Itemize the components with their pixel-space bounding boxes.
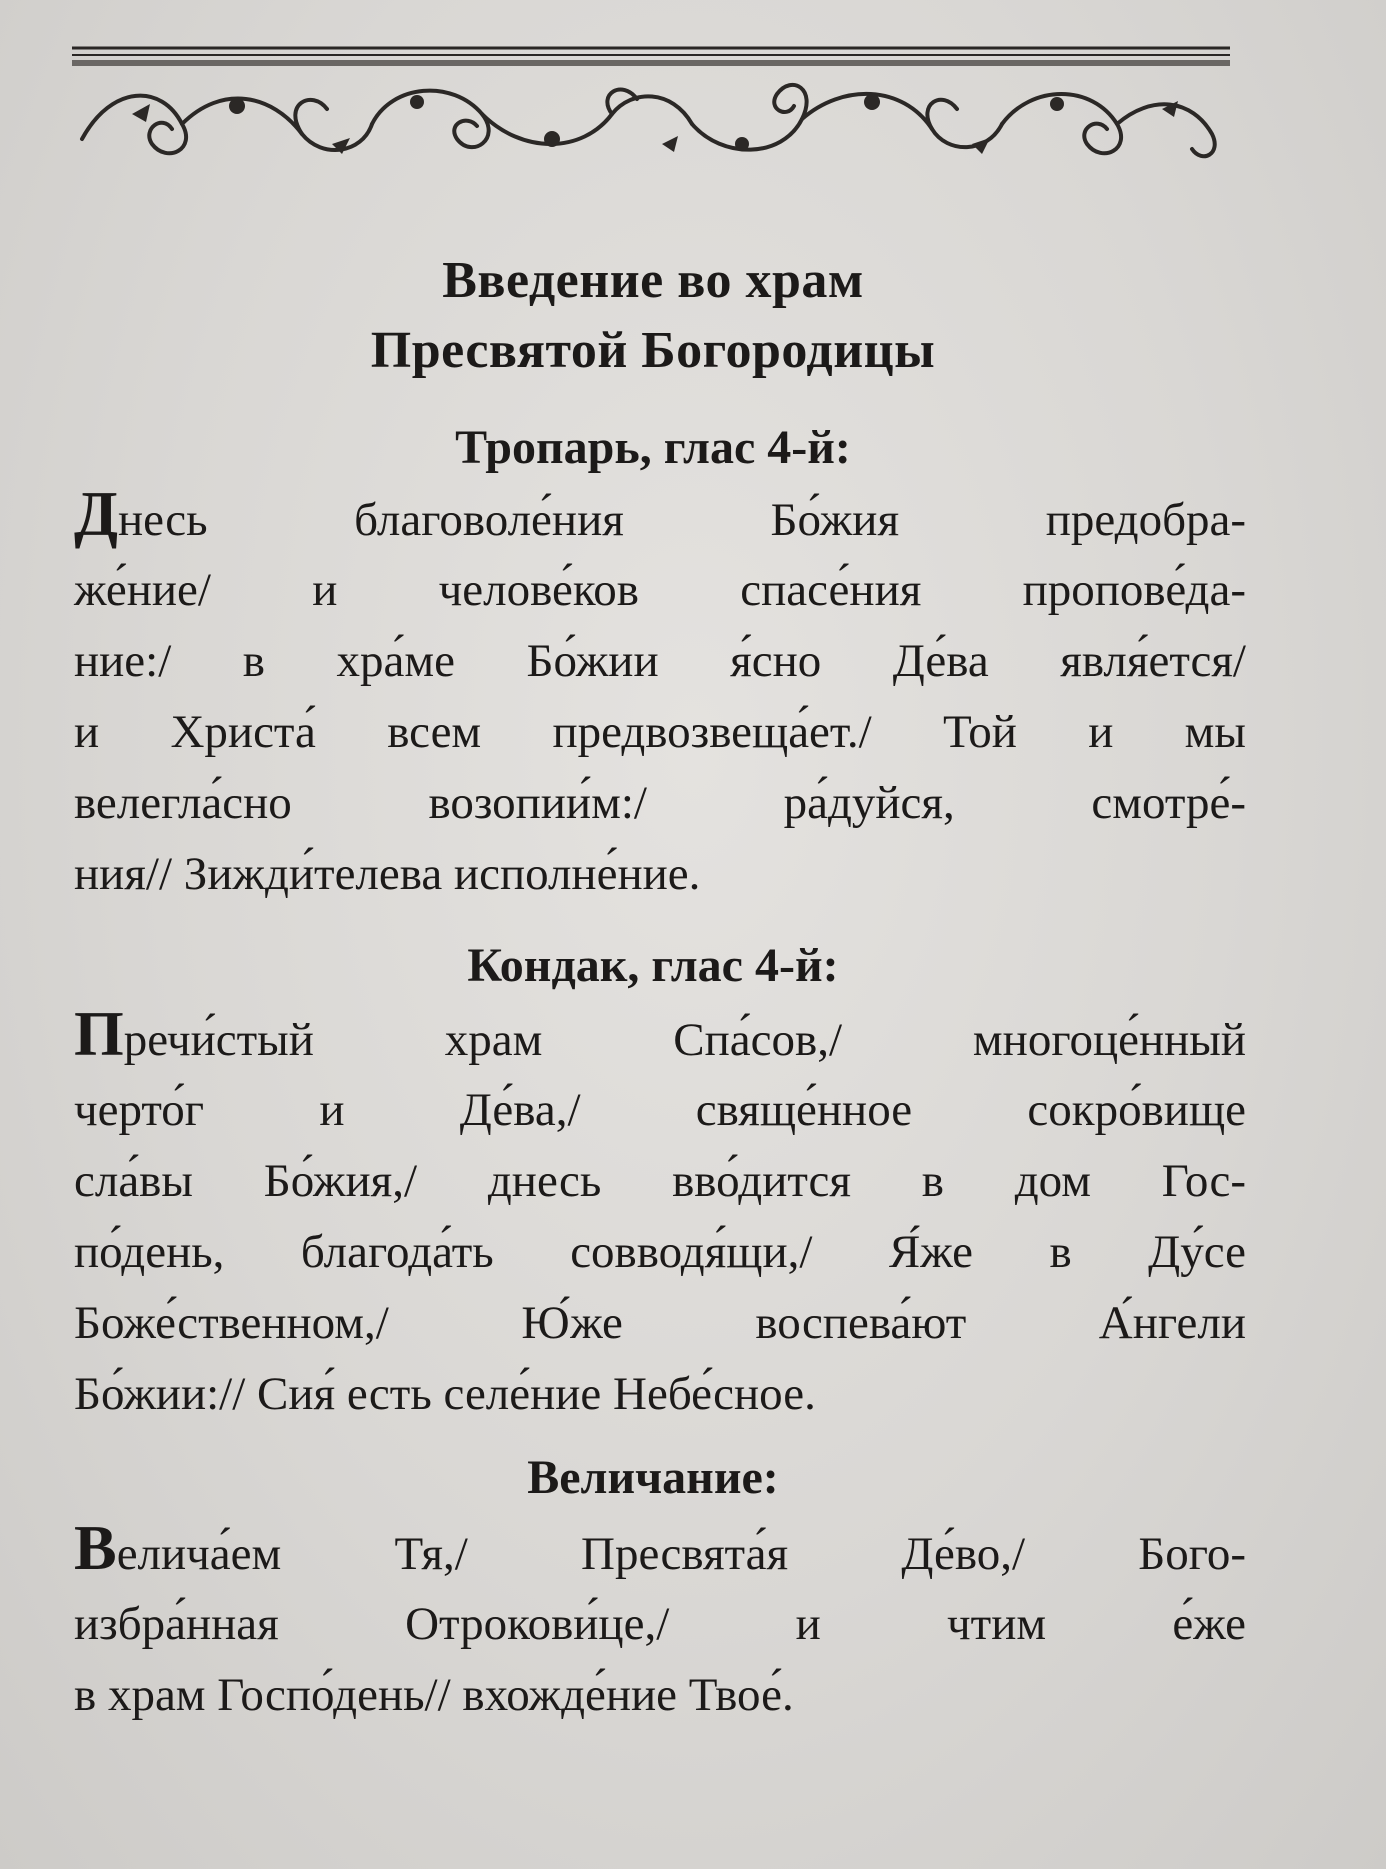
kontakion-dropcap: П [74,998,124,1069]
troparion-dropcap: Д [74,478,119,549]
troparion-line-5: велегла́сно возопии́м:/ ра́дуйся, смотре́- [74,777,1246,829]
magnification-line-2: избра́нная Отрокови́це,/ и чтим е́же [74,1598,1246,1650]
kontakion-heading: Кондак, глас 4-й: [467,939,839,992]
troparion-heading: Тропарь, глас 4-й: [455,421,851,474]
magnification-dropcap: В [74,1512,117,1583]
troparion-line-2: же́ние/ и челове́ков спасе́ния пропове́да- [74,564,1246,616]
magnification-line-1: Велича́ем Тя,/ Пресвята́я Де́во,/ Бого- [74,1512,1246,1583]
kontakion-line-1: Пречи́стый храм Спа́сов,/ многоце́нный [74,998,1246,1069]
troparion-line-3: ние:/ в хра́ме Бо́жии я́сно Де́ва явля́ется/ [74,635,1246,687]
magnification-heading: Величание: [527,1451,779,1504]
ornament-header [72,44,1230,170]
troparion-line-1: Днесь благоволе́ния Бо́жия предобра- [74,478,1246,549]
kontakion-line-3: сла́вы Бо́жия,/ днесь вво́дится в дом Гос- [74,1155,1246,1207]
kontakion-line-2: черто́г и Де́ва,/ свяще́нное сокро́вище [74,1084,1246,1136]
troparion-line-4: и Христа́ всем предвозвеща́ет./ Той и мы [74,706,1246,758]
title-line-1: Введение во храм [442,252,864,309]
troparion-text [74,478,1246,910]
kontakion-line-5: Боже́ственном,/ Ю́же воспева́ют А́нгели [74,1297,1246,1349]
kontakion-line-4: по́день, благода́ть совводя́щи,/ Я́же в Ду́се [74,1226,1246,1278]
magnification-text [74,1512,1246,1731]
troparion-line-6: ния// Зижди́телева исполне́ние. [74,848,701,900]
magnification-line-3: в храм Госпо́день// вхожде́ние Твое́. [74,1669,794,1721]
kontakion-line-6: Бо́жии:// Сия́ есть селе́ние Небе́сное. [74,1368,816,1420]
ornament-vine-icon [72,44,1230,170]
kontakion-text [74,998,1246,1430]
title-line-2: Пресвятой Богородицы [370,322,936,379]
